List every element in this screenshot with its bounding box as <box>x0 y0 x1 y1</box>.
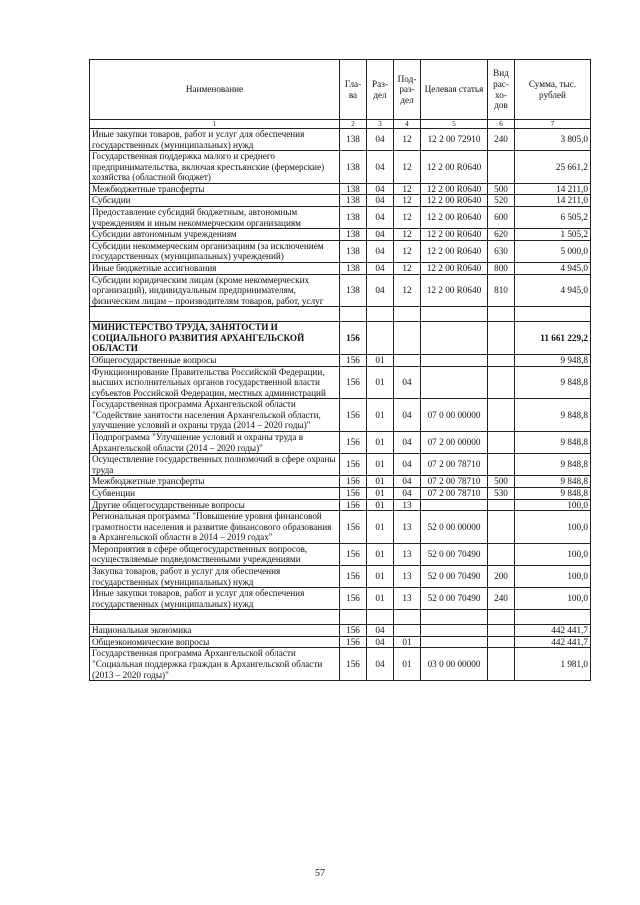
row-podrazdel <box>394 354 421 366</box>
table-row <box>90 366 591 399</box>
column-number: 7 <box>515 120 591 129</box>
row-podrazdel: 12 <box>394 262 421 274</box>
row-expense-type <box>488 432 515 454</box>
row-glava: 138 <box>340 274 367 307</box>
row-name: Государственная программа Архангельской области "Социальная поддержка граждан в Архангельской области (2013 – 2020 годы)" <box>90 648 340 681</box>
row-expense-type: 520 <box>488 195 515 207</box>
row-amount: 5 000,0 <box>515 240 591 262</box>
spacer-cell <box>367 307 394 322</box>
column-number-row <box>90 120 591 129</box>
row-expense-type <box>488 151 515 184</box>
row-amount: 14 211,0 <box>515 183 591 195</box>
row-target-article: 07 2 00 78710 <box>421 487 488 499</box>
row-name: Иные закупки товаров, работ и услуг для обеспечения государственных (муниципальных) нужд <box>90 588 340 610</box>
row-razdel: 01 <box>367 499 394 511</box>
row-name: Общегосударственные вопросы <box>90 354 340 366</box>
row-glava: 138 <box>340 195 367 207</box>
row-expense-type: 620 <box>488 229 515 241</box>
table-row <box>90 274 591 307</box>
row-podrazdel: 01 <box>394 636 421 648</box>
row-expense-type <box>488 354 515 366</box>
row-name: Иные бюджетные ассигнования <box>90 262 340 274</box>
row-podrazdel: 13 <box>394 543 421 565</box>
row-target-article: 12 2 00 R0640 <box>421 229 488 241</box>
spacer-cell <box>421 307 488 322</box>
row-razdel: 04 <box>367 195 394 207</box>
row-podrazdel: 13 <box>394 588 421 610</box>
row-podrazdel: 04 <box>394 454 421 476</box>
row-glava: 156 <box>340 454 367 476</box>
header-razdel: Раз-дел <box>367 60 394 120</box>
column-number: 6 <box>488 120 515 129</box>
row-expense-type <box>488 454 515 476</box>
row-target-article: 12 2 00 72910 <box>421 129 488 151</box>
row-razdel: 01 <box>367 399 394 432</box>
row-podrazdel: 12 <box>394 229 421 241</box>
row-name: Региональная программа "Повышение уровня финансовой грамотности населения и развитие финансового образования в Архангельской области в 2014 – 2019 годах" <box>90 511 340 544</box>
row-razdel: 01 <box>367 588 394 610</box>
row-podrazdel: 13 <box>394 565 421 587</box>
row-name: Иные закупки товаров, работ и услуг для обеспечения государственных (муниципальных) нужд <box>90 129 340 151</box>
row-glava: 138 <box>340 207 367 229</box>
table-row <box>90 195 591 207</box>
row-amount: 4 945,0 <box>515 274 591 307</box>
header-row <box>90 60 591 120</box>
row-razdel: 04 <box>367 129 394 151</box>
table-row <box>90 648 591 681</box>
header-glava: Гла-ва <box>340 60 367 120</box>
row-amount: 11 661 229,2 <box>515 322 591 355</box>
column-number: 3 <box>367 120 394 129</box>
spacer-cell <box>394 610 421 625</box>
row-razdel: 01 <box>367 487 394 499</box>
row-podrazdel: 04 <box>394 487 421 499</box>
header-podrazdel: Под-раз-дел <box>394 60 421 120</box>
row-target-article: 07 2 00 78710 <box>421 476 488 488</box>
row-expense-type <box>488 648 515 681</box>
row-name: Мероприятия в сфере общегосударственных вопросов, осуществляемые подведомственными учреждениями <box>90 543 340 565</box>
row-expense-type: 240 <box>488 129 515 151</box>
spacer-cell <box>394 307 421 322</box>
row-podrazdel: 04 <box>394 432 421 454</box>
table-row <box>90 588 591 610</box>
row-target-article: 07 0 00 00000 <box>421 399 488 432</box>
row-podrazdel: 04 <box>394 476 421 488</box>
row-razdel: 04 <box>367 151 394 184</box>
row-expense-type <box>488 399 515 432</box>
column-number: 5 <box>421 120 488 129</box>
row-razdel: 04 <box>367 229 394 241</box>
row-podrazdel: 12 <box>394 240 421 262</box>
row-name: Субсидии автономным учреждениям <box>90 229 340 241</box>
row-target-article: 12 2 00 R0640 <box>421 183 488 195</box>
row-glava: 138 <box>340 240 367 262</box>
row-name: Предоставление субсидий бюджетным, автономным учреждениям и иным некоммерческим организациям <box>90 207 340 229</box>
table-row <box>90 240 591 262</box>
table-row <box>90 432 591 454</box>
row-amount: 442 441,7 <box>515 625 591 637</box>
row-podrazdel: 12 <box>394 129 421 151</box>
row-name: Функционирование Правительства Российской Федерации, высших исполнительных органов государственной власти субъектов Российской Федерации, местных администраций <box>90 366 340 399</box>
row-razdel: 04 <box>367 207 394 229</box>
row-amount: 3 805,0 <box>515 129 591 151</box>
row-podrazdel: 04 <box>394 399 421 432</box>
row-target-article <box>421 354 488 366</box>
row-razdel: 04 <box>367 625 394 637</box>
row-podrazdel: 01 <box>394 648 421 681</box>
row-glava: 156 <box>340 511 367 544</box>
row-razdel: 04 <box>367 240 394 262</box>
column-number: 2 <box>340 120 367 129</box>
row-amount: 100,0 <box>515 588 591 610</box>
row-expense-type <box>488 499 515 511</box>
row-expense-type: 500 <box>488 476 515 488</box>
row-razdel: 01 <box>367 543 394 565</box>
row-target-article <box>421 636 488 648</box>
row-podrazdel: 13 <box>394 499 421 511</box>
header-target-article: Целевая статья <box>421 60 488 120</box>
row-name: Государственная поддержка малого и среднего предпринимательства, включая крестьянские (фермерские) хозяйства (областной бюджет) <box>90 151 340 184</box>
row-name: Другие общегосударственные вопросы <box>90 499 340 511</box>
spacer-cell <box>340 610 367 625</box>
row-glava: 156 <box>340 648 367 681</box>
row-expense-type: 500 <box>488 183 515 195</box>
row-amount: 9 848,8 <box>515 454 591 476</box>
row-amount: 6 505,2 <box>515 207 591 229</box>
page-number: 57 <box>315 868 325 879</box>
row-target-article <box>421 322 488 355</box>
row-glava: 156 <box>340 499 367 511</box>
row-glava: 156 <box>340 543 367 565</box>
spacer-cell <box>90 307 340 322</box>
row-razdel: 01 <box>367 366 394 399</box>
row-target-article <box>421 625 488 637</box>
row-target-article: 12 2 00 R0640 <box>421 207 488 229</box>
row-podrazdel: 12 <box>394 183 421 195</box>
row-razdel: 01 <box>367 354 394 366</box>
row-razdel: 01 <box>367 454 394 476</box>
row-glava: 156 <box>340 322 367 355</box>
row-amount: 1 981,0 <box>515 648 591 681</box>
row-amount: 100,0 <box>515 511 591 544</box>
row-target-article: 03 0 00 00000 <box>421 648 488 681</box>
row-razdel: 04 <box>367 183 394 195</box>
table-row <box>90 322 591 355</box>
row-amount: 25 661,2 <box>515 151 591 184</box>
row-glava: 156 <box>340 476 367 488</box>
header-amount: Сумма, тыс. рублей <box>515 60 591 120</box>
row-razdel: 04 <box>367 274 394 307</box>
budget-table <box>89 59 591 681</box>
row-podrazdel: 12 <box>394 274 421 307</box>
row-razdel: 04 <box>367 636 394 648</box>
row-name: Осуществление государственных полномочий в сфере охраны труда <box>90 454 340 476</box>
row-expense-type: 240 <box>488 588 515 610</box>
row-amount: 9 848,8 <box>515 476 591 488</box>
table-row <box>90 454 591 476</box>
spacer-cell <box>90 610 340 625</box>
table-row <box>90 487 591 499</box>
row-name: Подпрограмма "Улучшение условий и охраны труда в Архангельской области (2014 – 2020 годы)" <box>90 432 340 454</box>
table-row <box>90 129 591 151</box>
row-target-article: 12 2 00 R0640 <box>421 274 488 307</box>
row-podrazdel: 13 <box>394 511 421 544</box>
row-podrazdel: 12 <box>394 151 421 184</box>
row-glava: 156 <box>340 366 367 399</box>
row-name: МИНИСТЕРСТВО ТРУДА, ЗАНЯТОСТИ И СОЦИАЛЬНОГО РАЗВИТИЯ АРХАНГЕЛЬСКОЙ ОБЛАСТИ <box>90 322 340 355</box>
table-row <box>90 476 591 488</box>
table-row <box>90 565 591 587</box>
row-glava: 138 <box>340 229 367 241</box>
row-razdel: 01 <box>367 511 394 544</box>
row-name: Общеэкономические вопросы <box>90 636 340 648</box>
table-row <box>90 636 591 648</box>
row-podrazdel <box>394 625 421 637</box>
row-razdel: 01 <box>367 476 394 488</box>
row-glava: 156 <box>340 354 367 366</box>
row-target-article: 12 2 00 R0640 <box>421 151 488 184</box>
row-podrazdel: 04 <box>394 366 421 399</box>
table-row <box>90 399 591 432</box>
row-amount: 4 945,0 <box>515 262 591 274</box>
row-glava: 156 <box>340 399 367 432</box>
row-target-article: 52 0 00 70490 <box>421 543 488 565</box>
row-name: Субвенции <box>90 487 340 499</box>
header-expense-type: Вид рас-хо-дов <box>488 60 515 120</box>
row-amount: 9 948,8 <box>515 354 591 366</box>
row-razdel: 01 <box>367 565 394 587</box>
table-row <box>90 207 591 229</box>
row-name: Субсидии юридическим лицам (кроме некоммерческих организаций), индивидуальным предпринимателям, физическим лицам – производителям товаров, работ, услуг <box>90 274 340 307</box>
row-name: Закупка товаров, работ и услуг для обеспечения государственных (муниципальных) нужд <box>90 565 340 587</box>
row-expense-type: 600 <box>488 207 515 229</box>
table-row <box>90 625 591 637</box>
row-amount: 100,0 <box>515 543 591 565</box>
spacer-cell <box>367 610 394 625</box>
row-expense-type: 530 <box>488 487 515 499</box>
table-row <box>90 262 591 274</box>
row-target-article: 52 0 00 70490 <box>421 565 488 587</box>
row-glava: 156 <box>340 487 367 499</box>
row-expense-type <box>488 543 515 565</box>
table-row <box>90 543 591 565</box>
table-row <box>90 229 591 241</box>
row-expense-type <box>488 625 515 637</box>
row-target-article: 07 2 00 00000 <box>421 432 488 454</box>
table-row <box>90 354 591 366</box>
row-glava: 138 <box>340 183 367 195</box>
row-target-article: 12 2 00 R0640 <box>421 195 488 207</box>
row-amount: 9 848,8 <box>515 432 591 454</box>
row-target-article <box>421 366 488 399</box>
table-row <box>90 511 591 544</box>
row-expense-type: 200 <box>488 565 515 587</box>
row-name: Государственная программа Архангельской области "Содействие занятости населения Архангельской области, улучшение условий и охраны труда (2014 – 2020 годы)" <box>90 399 340 432</box>
row-amount: 100,0 <box>515 565 591 587</box>
row-amount: 9 848,8 <box>515 366 591 399</box>
row-amount: 1 505,2 <box>515 229 591 241</box>
row-name: Межбюджетные трансферты <box>90 183 340 195</box>
row-name: Национальная экономика <box>90 625 340 637</box>
table-row <box>90 151 591 184</box>
row-expense-type: 800 <box>488 262 515 274</box>
spacer-cell <box>488 307 515 322</box>
row-razdel: 04 <box>367 648 394 681</box>
row-expense-type <box>488 322 515 355</box>
row-razdel: 04 <box>367 262 394 274</box>
row-expense-type <box>488 366 515 399</box>
spacer-row <box>90 307 591 322</box>
row-podrazdel <box>394 322 421 355</box>
table-row <box>90 183 591 195</box>
row-target-article: 12 2 00 R0640 <box>421 240 488 262</box>
row-expense-type: 630 <box>488 240 515 262</box>
row-name: Субсидии некоммерческим организациям (за исключением государственных (муниципальных) учреждений) <box>90 240 340 262</box>
row-glava: 156 <box>340 625 367 637</box>
row-glava: 156 <box>340 565 367 587</box>
header-name: Наименование <box>90 60 340 120</box>
row-glava: 156 <box>340 432 367 454</box>
spacer-cell <box>515 307 591 322</box>
row-target-article: 52 0 00 70490 <box>421 588 488 610</box>
spacer-cell <box>488 610 515 625</box>
row-glava: 138 <box>340 262 367 274</box>
row-target-article: 52 0 00 00000 <box>421 511 488 544</box>
spacer-cell <box>340 307 367 322</box>
row-target-article: 12 2 00 R0640 <box>421 262 488 274</box>
row-amount: 9 848,8 <box>515 399 591 432</box>
row-name: Субсидии <box>90 195 340 207</box>
row-target-article: 07 2 00 78710 <box>421 454 488 476</box>
row-amount: 100,0 <box>515 499 591 511</box>
table-body <box>90 129 591 681</box>
row-amount: 442 441,7 <box>515 636 591 648</box>
column-number: 1 <box>90 120 340 129</box>
row-amount: 14 211,0 <box>515 195 591 207</box>
row-razdel: 01 <box>367 432 394 454</box>
row-glava: 156 <box>340 636 367 648</box>
column-number: 4 <box>394 120 421 129</box>
row-name: Межбюджетные трансферты <box>90 476 340 488</box>
row-glava: 138 <box>340 129 367 151</box>
row-expense-type <box>488 511 515 544</box>
table-row <box>90 499 591 511</box>
row-razdel <box>367 322 394 355</box>
spacer-cell <box>515 610 591 625</box>
row-target-article <box>421 499 488 511</box>
row-podrazdel: 12 <box>394 207 421 229</box>
row-glava: 156 <box>340 588 367 610</box>
row-expense-type: 810 <box>488 274 515 307</box>
row-podrazdel: 12 <box>394 195 421 207</box>
spacer-cell <box>421 610 488 625</box>
spacer-row <box>90 610 591 625</box>
row-expense-type <box>488 636 515 648</box>
row-glava: 138 <box>340 151 367 184</box>
row-amount: 9 848,8 <box>515 487 591 499</box>
